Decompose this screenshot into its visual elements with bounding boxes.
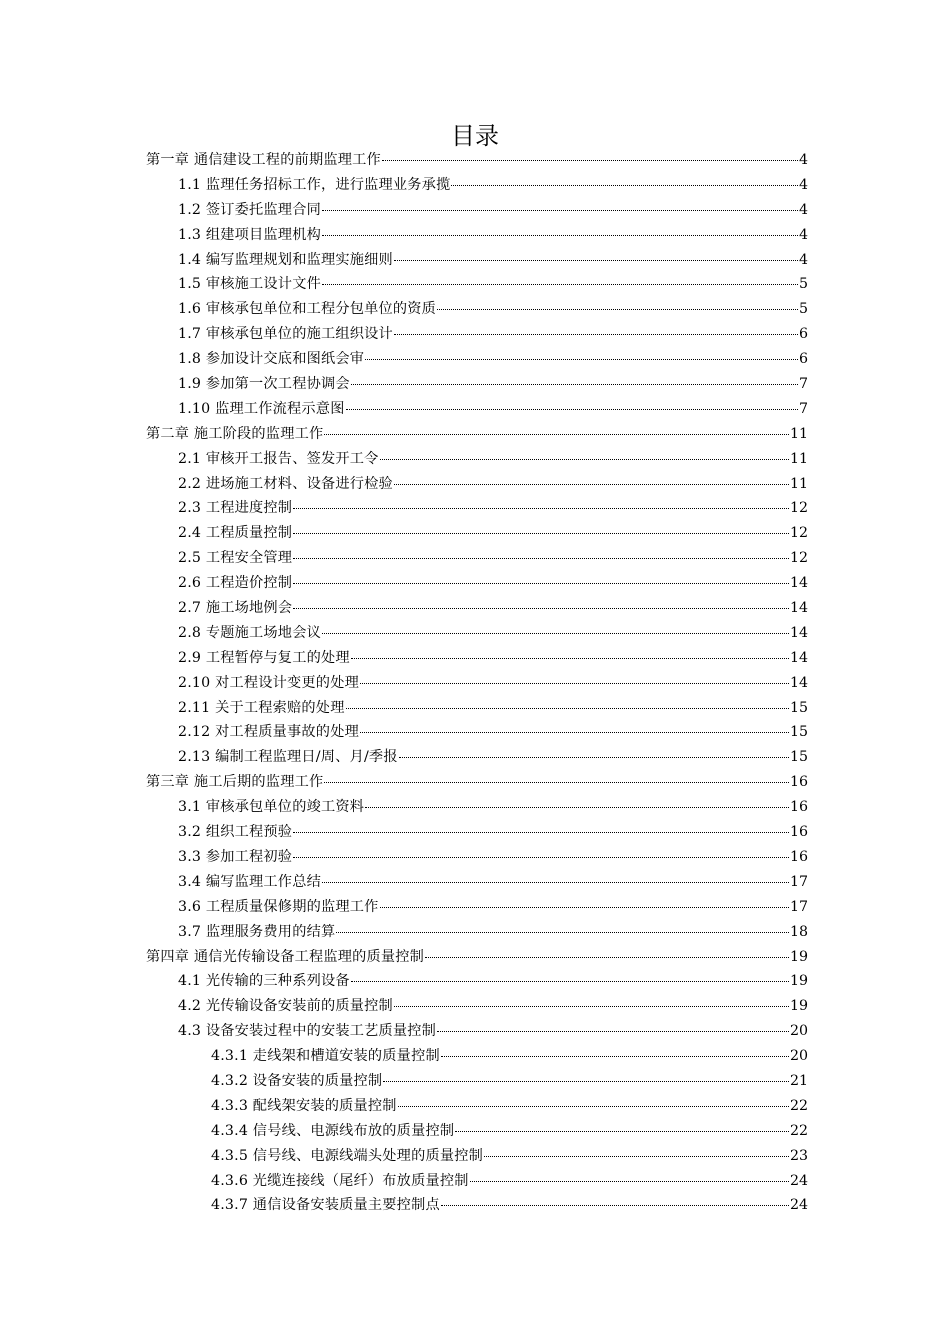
- toc-dot-leader: [293, 608, 789, 609]
- toc-entry-title: 2.6 工程造价控制: [178, 575, 293, 592]
- toc-entry-title: 1.2 签订委托监理合同: [178, 201, 321, 218]
- toc-entry[interactable]: [146, 596, 808, 621]
- toc-entry-title: 1.10 监理工作流程示意图: [178, 400, 345, 417]
- toc-entry[interactable]: [146, 845, 808, 870]
- toc-dot-leader: [451, 185, 798, 186]
- toc-dot-leader: [365, 359, 798, 360]
- toc-entry-title: 第四章 通信光传输设备工程监理的质量控制: [146, 948, 425, 965]
- toc-entry-title: 3.2 组织工程预验: [178, 824, 293, 841]
- toc-page-number: 16: [789, 799, 808, 816]
- toc-dot-leader: [394, 484, 789, 485]
- toc-entry[interactable]: [146, 372, 808, 397]
- toc-dot-leader: [293, 558, 789, 559]
- toc-dot-leader: [394, 334, 798, 335]
- toc-entry-title: 1.6 审核承包单位和工程分包单位的资质: [178, 301, 437, 318]
- toc-dot-leader: [293, 832, 789, 833]
- toc-entry-title: 4.3.3 配线架安装的质量控制: [211, 1097, 397, 1114]
- toc-entry-title: 4.3.6 光缆连接线（尾纤）布放质量控制: [211, 1172, 469, 1189]
- toc-page-number: 4: [798, 226, 808, 243]
- toc-page-number: 24: [789, 1197, 808, 1214]
- toc-entry-title: 3.1 审核承包单位的竣工资料: [178, 799, 365, 816]
- toc-entry-title: 2.8 专题施工场地会议: [178, 624, 321, 641]
- toc-dot-leader: [380, 459, 789, 460]
- toc-entry[interactable]: [146, 1193, 808, 1218]
- toc-page-number: 23: [789, 1147, 808, 1164]
- toc-page-number: 11: [789, 450, 808, 467]
- toc-dot-leader: [322, 633, 789, 634]
- toc-entry-title: 1.9 参加第一次工程协调会: [178, 376, 350, 393]
- toc-page-number: 15: [789, 749, 808, 766]
- toc-page-number: 12: [789, 500, 808, 517]
- toc-dot-leader: [441, 1056, 789, 1057]
- toc-dot-leader: [351, 658, 789, 659]
- toc-dot-leader: [293, 857, 789, 858]
- toc-entry-title: 4.3.4 信号线、电源线布放的质量控制: [211, 1122, 455, 1139]
- toc-entry[interactable]: [146, 297, 808, 322]
- toc-entry[interactable]: [146, 1044, 808, 1069]
- toc-entry[interactable]: [146, 969, 808, 994]
- toc-entry[interactable]: [146, 422, 808, 447]
- toc-page-number: 24: [789, 1172, 808, 1189]
- toc-page-number: 4: [798, 201, 808, 218]
- toc-page-number: 16: [789, 774, 808, 791]
- toc-entry-title: 4.3.2 设备安装的质量控制: [211, 1072, 383, 1089]
- toc-page-number: 19: [789, 973, 808, 990]
- toc-entry[interactable]: [146, 1069, 808, 1094]
- toc-page-number: 14: [789, 674, 808, 691]
- toc-dot-leader: [484, 1156, 789, 1157]
- toc-entry-title: 2.13 编制工程监理日/周、月/季报: [178, 749, 398, 766]
- toc-entry[interactable]: [146, 1169, 808, 1194]
- toc-page-number: 4: [798, 152, 808, 168]
- toc-entry[interactable]: [146, 820, 808, 845]
- toc-page-number: 14: [789, 624, 808, 641]
- toc-page-number: 18: [789, 923, 808, 940]
- toc-entry-title: 3.7 监理服务费用的结算: [178, 923, 336, 940]
- toc-entry[interactable]: [146, 1119, 808, 1144]
- toc-dot-leader: [346, 708, 789, 709]
- toc-dot-leader: [360, 732, 789, 733]
- toc-entry-title: 2.10 对工程设计变更的处理: [178, 674, 359, 691]
- toc-entry-title: 3.4 编写监理工作总结: [178, 873, 321, 890]
- toc-entry[interactable]: [146, 447, 808, 472]
- toc-entry[interactable]: [146, 496, 808, 521]
- toc-page-number: 22: [789, 1122, 808, 1139]
- toc-dot-leader: [322, 284, 798, 285]
- toc-entry[interactable]: [146, 696, 808, 721]
- toc-entry[interactable]: [146, 521, 808, 546]
- toc-entry-title: 第二章 施工阶段的监理工作: [146, 425, 324, 442]
- toc-dot-leader: [470, 1181, 789, 1182]
- toc-entry-title: 1.7 审核承包单位的施工组织设计: [178, 326, 393, 343]
- toc-entry[interactable]: [146, 646, 808, 671]
- toc-entry-title: 2.7 施工场地例会: [178, 600, 293, 617]
- toc-entry[interactable]: [146, 397, 808, 422]
- toc-page-number: 5: [798, 276, 808, 293]
- toc-page-number: 12: [789, 550, 808, 567]
- toc-dot-leader: [398, 1106, 789, 1107]
- toc-entry[interactable]: [146, 546, 808, 571]
- toc-list: [146, 148, 808, 1218]
- toc-dot-leader: [346, 409, 798, 410]
- toc-entry[interactable]: [146, 272, 808, 297]
- toc-page-number: 11: [789, 475, 808, 492]
- toc-page-number: 20: [789, 1048, 808, 1065]
- toc-page-number: 14: [789, 575, 808, 592]
- toc-page-number: 21: [789, 1072, 808, 1089]
- toc-entry-title: 4.3 设备安装过程中的安装工艺质量控制: [178, 1023, 437, 1040]
- toc-page-number: 14: [789, 600, 808, 617]
- toc-entry-title: 4.3.7 通信设备安装质量主要控制点: [211, 1197, 440, 1214]
- toc-page-number: 4: [798, 176, 808, 193]
- toc-entry-title: 3.3 参加工程初验: [178, 848, 293, 865]
- toc-entry-title: 1.5 审核施工设计文件: [178, 276, 321, 293]
- toc-entry-title: 2.1 审核开工报告、签发开工令: [178, 450, 379, 467]
- toc-entry-title: 2.9 工程暂停与复工的处理: [178, 649, 350, 666]
- toc-page-number: 5: [798, 301, 808, 318]
- toc-entry-title: 2.4 工程质量控制: [178, 525, 293, 542]
- toc-dot-leader: [293, 583, 789, 584]
- toc-dot-leader: [322, 882, 789, 883]
- toc-dot-leader: [324, 434, 789, 435]
- toc-page-number: 14: [789, 649, 808, 666]
- toc-page-number: 19: [789, 998, 808, 1015]
- toc-dot-leader: [425, 957, 789, 958]
- toc-entry-title: 4.3.1 走线架和槽道安装的质量控制: [211, 1048, 440, 1065]
- toc-page-number: 17: [789, 898, 808, 915]
- toc-dot-leader: [441, 1205, 789, 1206]
- toc-dot-leader: [455, 1131, 789, 1132]
- toc-entry-title: 2.12 对工程质量事故的处理: [178, 724, 359, 741]
- toc-entry[interactable]: [146, 1144, 808, 1169]
- toc-dot-leader: [437, 1031, 789, 1032]
- toc-page-number: 6: [798, 326, 808, 343]
- toc-entry[interactable]: [146, 148, 808, 173]
- toc-page-number: 12: [789, 525, 808, 542]
- toc-dot-leader: [351, 981, 789, 982]
- toc-entry[interactable]: [146, 945, 808, 970]
- toc-page-number: 7: [798, 400, 808, 417]
- toc-dot-leader: [360, 683, 789, 684]
- toc-entry[interactable]: [146, 1094, 808, 1119]
- toc-entry[interactable]: [146, 248, 808, 273]
- toc-dot-leader: [336, 932, 789, 933]
- toc-page-number: 16: [789, 848, 808, 865]
- toc-entry[interactable]: [146, 322, 808, 347]
- toc-entry[interactable]: [146, 671, 808, 696]
- toc-dot-leader: [399, 757, 789, 758]
- toc-entry[interactable]: [146, 795, 808, 820]
- toc-entry-title: 1.8 参加设计交底和图纸会审: [178, 351, 365, 368]
- toc-page-number: 7: [798, 376, 808, 393]
- toc-entry[interactable]: [146, 720, 808, 745]
- toc-dot-leader: [382, 160, 798, 161]
- page-title: 目录: [451, 122, 499, 150]
- toc-entry-title: 1.1 监理任务招标工作，进行监理业务承揽: [178, 176, 451, 193]
- toc-dot-leader: [380, 907, 789, 908]
- toc-entry-title: 4.3.5 信号线、电源线端头处理的质量控制: [211, 1147, 484, 1164]
- toc-page-number: 15: [789, 699, 808, 716]
- toc-dot-leader: [324, 782, 789, 783]
- toc-entry-title: 1.3 组建项目监理机构: [178, 226, 321, 243]
- toc-entry-title: 第三章 施工后期的监理工作: [146, 774, 324, 791]
- toc-entry-title: 2.11 关于工程索赔的处理: [178, 699, 345, 716]
- toc-dot-leader: [437, 309, 798, 310]
- toc-page-number: 20: [789, 1023, 808, 1040]
- toc-dot-leader: [394, 1006, 789, 1007]
- toc-entry-title: 4.1 光传输的三种系列设备: [178, 973, 350, 990]
- toc-entry[interactable]: [146, 1019, 808, 1044]
- toc-entry-title: 3.6 工程质量保修期的监理工作: [178, 898, 379, 915]
- toc-page-number: 16: [789, 824, 808, 841]
- toc-entry[interactable]: [146, 870, 808, 895]
- toc-page-number: 11: [789, 425, 808, 442]
- toc-entry[interactable]: [146, 745, 808, 770]
- toc-page-number: 4: [798, 251, 808, 268]
- toc-entry-title: 2.5 工程安全管理: [178, 550, 293, 567]
- toc-page-number: 19: [789, 948, 808, 965]
- toc-dot-leader: [383, 1081, 789, 1082]
- toc-entry-title: 2.3 工程进度控制: [178, 500, 293, 517]
- toc-dot-leader: [293, 533, 789, 534]
- toc-entry-title: 4.2 光传输设备安装前的质量控制: [178, 998, 393, 1015]
- toc-entry[interactable]: [146, 198, 808, 223]
- toc-dot-leader: [322, 210, 798, 211]
- toc-dot-leader: [394, 260, 798, 261]
- toc-entry[interactable]: [146, 173, 808, 198]
- toc-entry-title: 2.2 进场施工材料、设备进行检验: [178, 475, 393, 492]
- toc-entry[interactable]: [146, 571, 808, 596]
- toc-entry[interactable]: [146, 621, 808, 646]
- toc-entry[interactable]: [146, 994, 808, 1019]
- toc-entry[interactable]: [146, 920, 808, 945]
- toc-page-number: 22: [789, 1097, 808, 1114]
- toc-dot-leader: [293, 508, 789, 509]
- toc-page-number: 15: [789, 724, 808, 741]
- toc-entry-title: 1.4 编写监理规划和监理实施细则: [178, 251, 393, 268]
- toc-dot-leader: [322, 235, 798, 236]
- toc-page-number: 17: [789, 873, 808, 890]
- toc-dot-leader: [351, 384, 798, 385]
- toc-entry[interactable]: [146, 895, 808, 920]
- toc-entry[interactable]: [146, 472, 808, 497]
- toc-entry[interactable]: [146, 770, 808, 795]
- toc-entry-title: 第一章 通信建设工程的前期监理工作: [146, 152, 381, 168]
- toc-page-number: 6: [798, 351, 808, 368]
- toc-dot-leader: [365, 807, 789, 808]
- toc-entry[interactable]: [146, 347, 808, 372]
- toc-entry[interactable]: [146, 223, 808, 248]
